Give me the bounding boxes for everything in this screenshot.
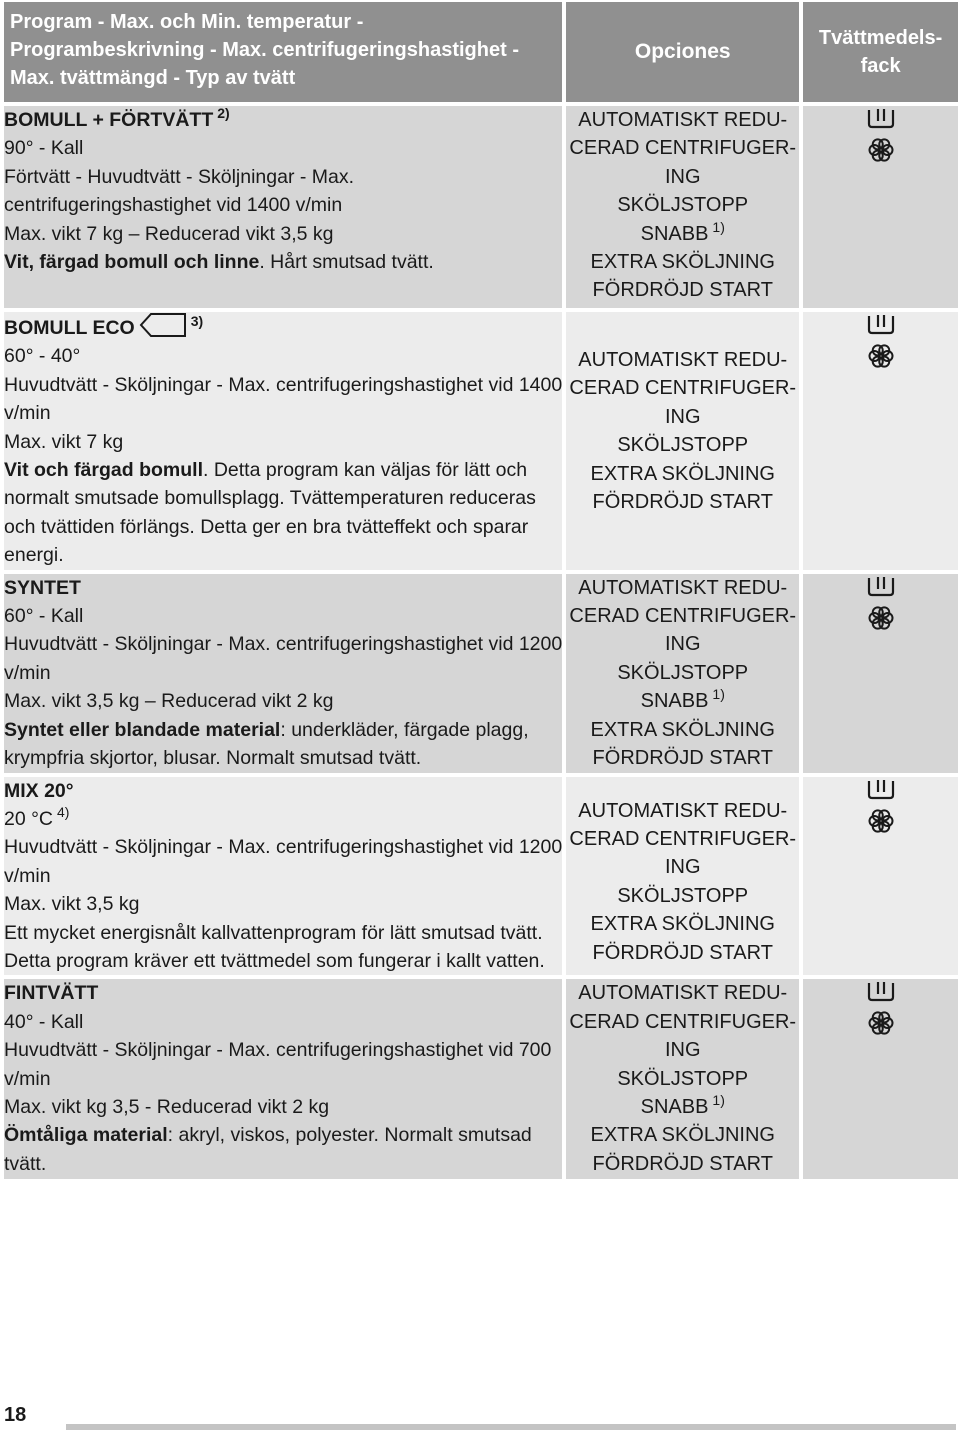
- program-cell: [4, 574, 566, 777]
- program-name: SYNTET: [4, 576, 81, 599]
- footnote-ref: 1): [712, 686, 725, 703]
- option-snabb: SNABB: [640, 1095, 709, 1118]
- program-cell: [4, 777, 566, 980]
- program-fabric: Ett mycket energisnålt kallvattenprogram för lätt smutsad tvätt. Detta program kräver ett tvättmedel som fungerar i kallt vatten.: [4, 921, 545, 972]
- option-line: EXTRA SKÖLJNING: [590, 1124, 775, 1147]
- program-fabric: [4, 456, 562, 570]
- header-dispenser-line1: Tvättmedels-: [818, 27, 943, 49]
- eco-tag-icon: [139, 312, 187, 338]
- dispenser-cell: [803, 106, 958, 312]
- program-name-text: BOMULL + FÖRTVÄTT: [4, 109, 214, 131]
- program-name-text: BOMULL ECO: [4, 317, 135, 339]
- table-row: [4, 777, 958, 980]
- program-load: Max. vikt 7 kg – Reducerad vikt 3,5 kg: [4, 222, 334, 245]
- softener-flower-icon: [867, 807, 895, 835]
- footnote-ref: 2): [217, 105, 230, 121]
- program-cell: [4, 979, 566, 1183]
- option-line: ING: [664, 856, 701, 879]
- option-line: ING: [664, 165, 701, 188]
- program-load: Max. vikt 7 kg: [4, 430, 124, 453]
- option-line: FÖRDRÖJD START: [592, 941, 773, 964]
- option-line: SKÖLJSTOPP: [617, 884, 749, 907]
- dispenser-cell: [803, 777, 958, 980]
- program-load: Max. vikt kg 3,5 - Reducerad vikt 2 kg: [4, 1095, 330, 1118]
- program-description: Huvudtvätt - Sköljningar - Max. centrifugeringshastighet vid 1200 v/min: [4, 633, 563, 684]
- option-line: AUTOMATISKT REDU-: [578, 349, 788, 371]
- dispenser-cell: [803, 312, 958, 574]
- option-line: FÖRDRÖJD START: [592, 491, 773, 514]
- page-number: 18: [4, 1404, 27, 1426]
- program-name: [4, 312, 562, 342]
- options-cell: [566, 777, 803, 980]
- fabric-details: . Detta program kan väljas för lätt och normalt smutsade bomullsplagg. Tvättemperaturen reduceras och tvättiden förlängs. Detta ger en bra tvätteffekt och sparar energi.: [4, 459, 536, 567]
- footer-rule: [66, 1424, 956, 1430]
- option-snabb: SNABB: [640, 222, 709, 245]
- table-row: [4, 979, 958, 1183]
- option-line: CERAD CENTRIFUGER-: [569, 827, 797, 850]
- softener-flower-icon: [867, 1009, 895, 1037]
- option-line: EXTRA SKÖLJNING: [590, 251, 775, 274]
- softener-flower-icon: [867, 342, 895, 370]
- footnote-ref: 3): [190, 313, 204, 329]
- option-line: AUTOMATISKT REDU-: [578, 576, 788, 599]
- fabric-details: : akryl, viskos, polyester. Normalt smutsad tvätt.: [4, 1124, 532, 1175]
- option-line: EXTRA SKÖLJNING: [590, 462, 775, 485]
- program-cell: [4, 312, 566, 574]
- table-row: [4, 574, 958, 777]
- prewash-compartment-icon: [866, 574, 896, 598]
- fabric-type: Ömtåliga material: [4, 1124, 168, 1147]
- program-temperature: [4, 805, 562, 833]
- fabric-type: Syntet eller blandade material: [4, 718, 281, 741]
- program-temperature: 60° - 40°: [4, 345, 81, 368]
- program-fabric: [4, 1121, 562, 1178]
- footnote-ref: 4): [57, 803, 70, 820]
- option-line: FÖRDRÖJD START: [592, 1152, 773, 1175]
- option-line: ING: [664, 405, 701, 428]
- header-dispenser: [803, 2, 958, 106]
- option-line: [566, 1093, 799, 1121]
- fabric-details: : underkläder, färgade plagg, krympfria skjortor, blusar. Normalt smutsad tvätt.: [4, 718, 529, 770]
- option-line: CERAD CENTRIFUGER-: [569, 605, 797, 628]
- fabric-type: Vit, färgad bomull och linne: [4, 251, 260, 274]
- footnote-ref: 1): [712, 218, 725, 235]
- table-row: [4, 312, 958, 574]
- option-line: EXTRA SKÖLJNING: [590, 718, 775, 741]
- header-program: Program - Max. och Min. temperatur - Programbeskrivning - Max. centrifugeringshastighet - Max. tvättmängd - Typ av tvätt: [4, 2, 566, 106]
- option-line: CERAD CENTRIFUGER-: [569, 1010, 797, 1033]
- prewash-compartment-icon: [866, 979, 896, 1003]
- program-description: Huvudtvätt - Sköljningar - Max. centrifugeringshastighet vid 1400 v/min: [4, 373, 563, 425]
- option-line: ING: [664, 633, 701, 656]
- option-line: SKÖLJSTOPP: [617, 194, 749, 217]
- options-cell: [566, 106, 803, 312]
- program-description: Förtvätt - Huvudtvätt - Sköljningar - Max. centrifugeringshastighet vid 1400 v/min: [4, 165, 355, 217]
- program-cell: [4, 106, 566, 312]
- options-cell: [566, 574, 803, 777]
- program-table: [4, 2, 958, 1183]
- softener-flower-icon: [867, 136, 895, 164]
- program-name: [4, 106, 562, 134]
- options-cell: [566, 312, 803, 574]
- program-fabric: [4, 716, 562, 773]
- option-line: AUTOMATISKT REDU-: [578, 109, 788, 131]
- option-line: [566, 220, 799, 248]
- option-line: FÖRDRÖJD START: [592, 279, 773, 302]
- program-name: FINTVÄTT: [4, 982, 99, 1005]
- dispenser-cell: [803, 979, 958, 1183]
- prewash-compartment-icon: [866, 777, 896, 801]
- option-line: AUTOMATISKT REDU-: [578, 982, 788, 1005]
- dispenser-cell: [803, 574, 958, 777]
- temperature-text: 20 °C: [4, 807, 53, 830]
- option-line: ING: [664, 1039, 701, 1062]
- softener-flower-icon: [867, 604, 895, 632]
- table-header-row: [4, 2, 958, 106]
- program-load: Max. vikt 3,5 kg: [4, 893, 140, 916]
- option-line: EXTRA SKÖLJNING: [590, 913, 775, 936]
- option-line: SKÖLJSTOPP: [617, 661, 749, 684]
- table-row: [4, 106, 958, 312]
- footnote-ref: 1): [712, 1091, 725, 1108]
- options-cell: [566, 979, 803, 1183]
- option-line: [566, 687, 799, 715]
- fabric-details: . Hårt smutsad tvätt.: [259, 251, 434, 274]
- header-options: Opciones: [566, 2, 803, 106]
- program-temperature: 60° - Kall: [4, 605, 84, 628]
- option-snabb: SNABB: [640, 690, 709, 713]
- prewash-compartment-icon: [866, 312, 896, 336]
- option-line: SKÖLJSTOPP: [617, 1067, 749, 1090]
- program-name: MIX 20°: [4, 779, 74, 802]
- option-line: CERAD CENTRIFUGER-: [569, 377, 797, 400]
- program-description: Huvudtvätt - Sköljningar - Max. centrifugeringshastighet vid 1200 v/min: [4, 836, 563, 887]
- program-fabric: [4, 248, 562, 276]
- program-description: Huvudtvätt - Sköljningar - Max. centrifugeringshastighet vid 700 v/min: [4, 1039, 552, 1090]
- fabric-type: Vit och färgad bomull: [4, 459, 203, 482]
- header-dispenser-line2: fack: [860, 55, 901, 77]
- option-line: SKÖLJSTOPP: [617, 434, 749, 457]
- program-load: Max. vikt 3,5 kg – Reducerad vikt 2 kg: [4, 690, 334, 713]
- option-line: FÖRDRÖJD START: [592, 747, 773, 770]
- program-temperature: 40° - Kall: [4, 1010, 84, 1033]
- program-temperature: 90° - Kall: [4, 137, 84, 160]
- option-line: AUTOMATISKT REDU-: [578, 799, 788, 822]
- option-line: CERAD CENTRIFUGER-: [569, 137, 797, 160]
- prewash-compartment-icon: [866, 106, 896, 130]
